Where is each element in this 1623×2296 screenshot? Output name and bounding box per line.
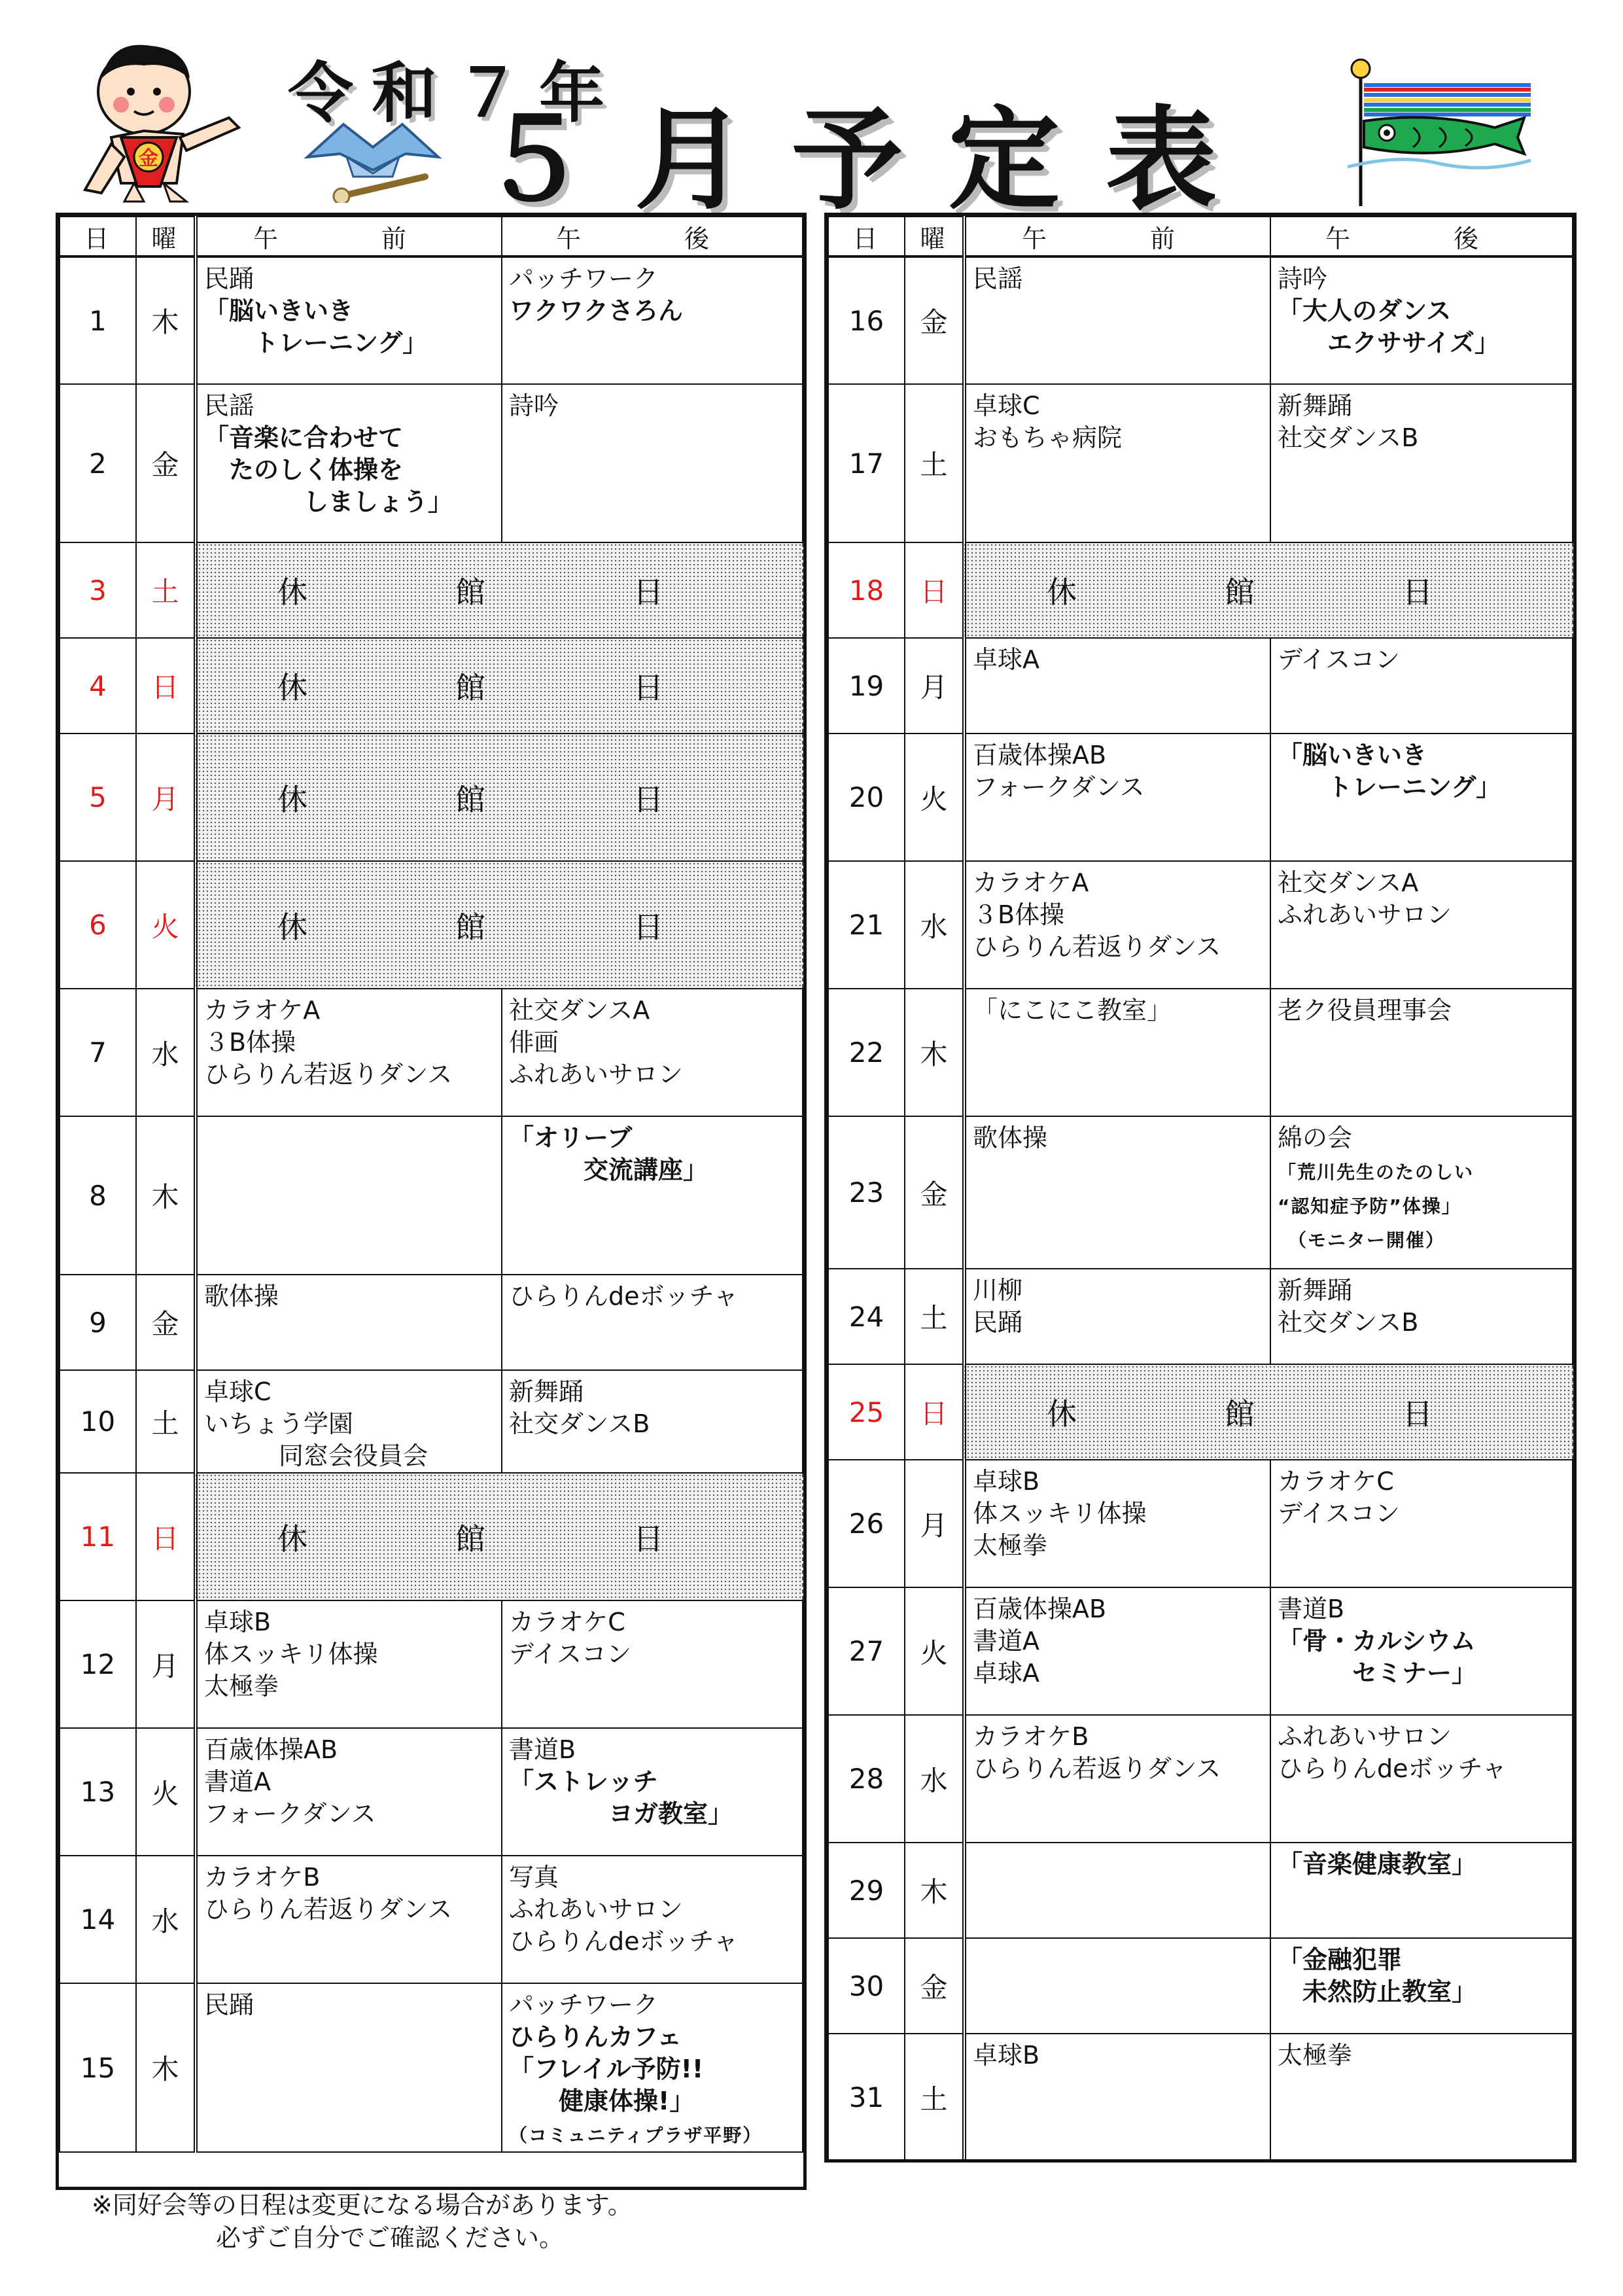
day-number: 14 [60, 1856, 136, 1983]
pm-schedule-cell [1270, 1587, 1573, 1715]
header-am: 午 前 [964, 217, 1270, 256]
day-number: 6 [60, 861, 136, 989]
calendar-body-right [828, 256, 1573, 2161]
pm-schedule-cell [1270, 384, 1573, 542]
day-of-week: 金 [136, 384, 196, 542]
cell-line: カラオケA [204, 996, 321, 1025]
am-schedule-cell [964, 2034, 1270, 2161]
cell-line: ふれあいサロン [1278, 900, 1452, 929]
day-of-week: 金 [905, 1938, 964, 2034]
cell-line: ひらりん若返りダンス [204, 1895, 453, 1924]
am-schedule-cell [964, 384, 1270, 542]
day-number: 24 [828, 1269, 905, 1364]
am-schedule-cell [964, 733, 1270, 861]
kintaro-illustration [72, 39, 288, 203]
table-row [828, 1269, 1573, 1364]
pm-schedule-cell [1270, 1116, 1573, 1269]
cell-line: 卓球B [973, 1467, 1040, 1496]
day-number: 3 [60, 542, 136, 638]
table-row [60, 1983, 803, 2152]
cell-line: 社交ダンスB [509, 1409, 650, 1438]
cell-line: ひらりん若返りダンス [973, 932, 1221, 961]
calendar-body-left [60, 256, 803, 2152]
cell-line: 新舞踊 [1278, 1276, 1353, 1305]
cell-line: ふれあいサロン [1278, 1722, 1452, 1751]
cell-line: たのしく体操を [204, 455, 404, 484]
pm-schedule-cell [502, 1275, 803, 1370]
day-of-week: 火 [136, 861, 196, 989]
calendar-table-left [56, 213, 807, 2190]
cell-line: 歌体操 [973, 1123, 1048, 1152]
day-number: 8 [60, 1116, 136, 1275]
cell-line: 「にこにこ教室」 [973, 996, 1172, 1025]
pm-schedule-cell [1270, 1460, 1573, 1587]
day-number: 10 [60, 1370, 136, 1473]
day-number: 13 [60, 1728, 136, 1856]
cell-line: 俳画 [509, 1028, 559, 1057]
cell-line: 書道A [973, 1627, 1039, 1655]
cell-line: 卓球A [973, 1659, 1039, 1687]
cell-line: ワクワクさろん [509, 296, 684, 325]
day-number: 4 [60, 638, 136, 733]
day-number: 19 [828, 638, 905, 733]
pm-schedule-cell [1270, 989, 1573, 1116]
day-number: 30 [828, 1938, 905, 2034]
era-title: 令和７年 [288, 55, 623, 132]
day-of-week: 金 [136, 1275, 196, 1370]
cell-line: 交流講座」 [509, 1156, 708, 1184]
am-schedule-cell [196, 1370, 502, 1473]
day-number: 17 [828, 384, 905, 542]
cell-note: “認知症予防”体操」 [1278, 1195, 1461, 1217]
am-schedule-cell [196, 256, 502, 384]
table-row [828, 1364, 1573, 1460]
table-row [60, 1473, 803, 1600]
pm-schedule-cell [502, 256, 803, 384]
table-row [60, 733, 803, 861]
cell-line: 「フレイル予防!! [509, 2055, 704, 2083]
day-of-week: 水 [905, 1715, 964, 1843]
day-number: 27 [828, 1587, 905, 1715]
pm-schedule-cell [502, 989, 803, 1116]
day-of-week: 月 [905, 638, 964, 733]
closed-day-cell: 休 館 日 [196, 542, 803, 638]
pm-schedule-cell [1270, 1938, 1573, 2034]
am-schedule-cell [964, 1715, 1270, 1843]
cell-note: 「荒川先生のたのしい [1278, 1161, 1475, 1183]
cell-line: 社交ダンスB [1278, 1308, 1419, 1337]
pm-schedule-cell [1270, 1269, 1573, 1364]
cell-line: 百歳体操AB [204, 1735, 338, 1764]
cell-line: 百歳体操AB [973, 1595, 1107, 1623]
cell-line: 新舞踊 [509, 1377, 584, 1406]
pm-schedule-cell [502, 1370, 803, 1473]
cell-line: 体スッキリ体操 [973, 1499, 1147, 1528]
closed-day-cell: 休 館 日 [964, 1364, 1573, 1460]
cell-line: デイスコン [1278, 1499, 1400, 1528]
day-of-week: 日 [136, 1473, 196, 1600]
header-pm: 午 後 [1270, 217, 1573, 256]
pm-schedule-cell [502, 384, 803, 542]
table-row [828, 2034, 1573, 2161]
cell-line: ひらりん若返りダンス [973, 1754, 1221, 1783]
cell-line: トレーニング」 [204, 328, 428, 357]
day-of-week: 土 [905, 1269, 964, 1364]
am-schedule-cell [964, 861, 1270, 989]
pm-schedule-cell [1270, 638, 1573, 733]
pm-schedule-cell [502, 1116, 803, 1275]
cell-line: 民踊 [973, 1308, 1023, 1337]
table-row [828, 1460, 1573, 1587]
day-of-week: 木 [905, 989, 964, 1116]
day-of-week: 月 [136, 733, 196, 861]
day-of-week: 土 [905, 384, 964, 542]
day-number: 26 [828, 1460, 905, 1587]
cell-line: 民謡 [204, 391, 254, 420]
cell-line: いちょう学園 [204, 1409, 354, 1438]
cell-line: フォークダンス [204, 1799, 376, 1828]
header-day: 日 [60, 217, 136, 256]
table-row [60, 542, 803, 638]
table-row [828, 1843, 1573, 1938]
cell-line: 書道B [509, 1735, 576, 1764]
cell-line: 太極拳 [973, 1531, 1048, 1560]
cell-line: 未然防止教室」 [1278, 1977, 1477, 2006]
cell-line: 太極拳 [1278, 2041, 1353, 2070]
cell-line: 卓球A [973, 645, 1039, 674]
day-number: 1 [60, 256, 136, 384]
cell-line: パッチワーク [509, 1990, 659, 2019]
day-number: 28 [828, 1715, 905, 1843]
day-number: 5 [60, 733, 136, 861]
cell-line: 百歳体操AB [973, 741, 1107, 769]
closed-day-cell: 休 館 日 [196, 1473, 803, 1600]
header-dow: 曜 [905, 217, 964, 256]
cell-line: ３B体操 [204, 1028, 296, 1057]
cell-line: フォークダンス [973, 773, 1145, 802]
cell-line: パッチワーク [509, 264, 659, 293]
cell-line: ヨガ教室」 [509, 1799, 733, 1828]
table-row [60, 1370, 803, 1473]
table-row [60, 1600, 803, 1728]
am-schedule-cell [964, 1269, 1270, 1364]
am-schedule-cell [196, 1728, 502, 1856]
day-number: 21 [828, 861, 905, 989]
day-of-week: 日 [905, 1364, 964, 1460]
table-row [828, 384, 1573, 542]
closed-day-cell: 休 館 日 [196, 638, 803, 733]
cell-line: 社交ダンスB [1278, 423, 1419, 452]
day-of-week: 水 [136, 989, 196, 1116]
day-of-week: 木 [136, 1983, 196, 2152]
cell-line: ひらりんdeボッチャ [1278, 1754, 1507, 1783]
cell-line: 「脳いきいき [204, 296, 354, 325]
day-of-week: 日 [905, 542, 964, 638]
pm-schedule-cell [1270, 1715, 1573, 1843]
day-of-week: 月 [136, 1600, 196, 1728]
am-schedule-cell [196, 1275, 502, 1370]
cell-line: 卓球C [204, 1377, 271, 1406]
cell-line: デイスコン [509, 1640, 631, 1669]
cell-line: 綿の会 [1278, 1123, 1353, 1152]
footnote-line-2: 必ずご自分でご確認ください。 [216, 2223, 565, 2252]
cell-line: 民謡 [973, 264, 1023, 293]
cell-line: 歌体操 [204, 1282, 279, 1311]
day-number: 15 [60, 1983, 136, 2152]
day-of-week: 木 [905, 1843, 964, 1938]
cell-line: 新舞踊 [1278, 391, 1353, 420]
day-number: 23 [828, 1116, 905, 1269]
cell-line: 卓球B [973, 2041, 1040, 2070]
cell-line: 「音楽健康教室」 [1278, 1850, 1477, 1879]
day-number: 12 [60, 1600, 136, 1728]
am-schedule-cell [964, 1460, 1270, 1587]
kabuto-icon [294, 118, 451, 203]
day-of-week: 木 [136, 1116, 196, 1275]
table-row [60, 638, 803, 733]
day-of-week: 金 [905, 256, 964, 384]
day-number: 20 [828, 733, 905, 861]
cell-line: デイスコン [1278, 645, 1400, 674]
day-of-week: 木 [136, 256, 196, 384]
cell-line: 卓球B [204, 1608, 271, 1636]
day-number: 18 [828, 542, 905, 638]
pm-schedule-cell [502, 1983, 803, 2152]
cell-line: 太極拳 [204, 1672, 279, 1701]
table-row [828, 1938, 1573, 2034]
day-number: 31 [828, 2034, 905, 2161]
day-of-week: 火 [905, 1587, 964, 1715]
cell-line: 「金融犯罪 [1278, 1945, 1403, 1974]
cell-line: カラオケC [1278, 1467, 1394, 1496]
pm-schedule-cell [1270, 1843, 1573, 1938]
pm-schedule-cell [502, 1856, 803, 1983]
cell-line: トレーニング」 [1278, 773, 1501, 802]
cell-line: 民踊 [204, 1990, 254, 2019]
am-schedule-cell [964, 256, 1270, 384]
table-row [828, 542, 1573, 638]
cell-line: 「大人のダンス [1278, 296, 1452, 325]
page-title: ５月予定表 [478, 96, 1263, 225]
cell-line: 健康体操!」 [509, 2087, 695, 2115]
cell-line: 社交ダンスA [509, 996, 650, 1025]
cell-line: 老ク役員理事会 [1278, 996, 1452, 1025]
day-number: 25 [828, 1364, 905, 1460]
cell-line: ３B体操 [973, 900, 1065, 929]
header-am: 午 前 [196, 217, 502, 256]
table-row [828, 256, 1573, 384]
table-header-row [60, 217, 803, 256]
svg-text:金: 金 [139, 147, 158, 170]
cell-line: カラオケA [973, 868, 1089, 897]
day-number: 16 [828, 256, 905, 384]
table-row [828, 638, 1573, 733]
cell-line: 社交ダンスA [1278, 868, 1419, 897]
pm-schedule-cell [1270, 2034, 1573, 2161]
cell-line: ひらりん若返りダンス [204, 1060, 453, 1089]
cell-line: エクササイズ」 [1278, 328, 1499, 357]
day-number: 7 [60, 989, 136, 1116]
am-schedule-cell [964, 989, 1270, 1116]
cell-line: カラオケB [973, 1722, 1089, 1751]
closed-day-cell: 休 館 日 [964, 542, 1573, 638]
am-schedule-cell [964, 638, 1270, 733]
table-row [828, 861, 1573, 989]
am-schedule-cell [196, 989, 502, 1116]
closed-day-cell: 休 館 日 [196, 733, 803, 861]
table-row [828, 1715, 1573, 1843]
table-row [60, 861, 803, 989]
day-of-week: 土 [905, 2034, 964, 2161]
am-schedule-cell [964, 1587, 1270, 1715]
table-row [60, 384, 803, 542]
day-of-week: 水 [905, 861, 964, 989]
header-dow: 曜 [136, 217, 196, 256]
am-schedule-cell [964, 1843, 1270, 1938]
cell-line: 書道B [1278, 1595, 1345, 1623]
cell-line: 川柳 [973, 1276, 1023, 1305]
cell-line: 同窓会役員会 [204, 1441, 428, 1470]
cell-line: 体スッキリ体操 [204, 1640, 378, 1669]
pm-schedule-cell [1270, 861, 1573, 989]
cell-line: 「オリーブ [509, 1123, 633, 1152]
cell-line: 詩吟 [509, 391, 559, 420]
cell-line: 写真 [509, 1863, 559, 1892]
table-header-row [828, 217, 1573, 256]
day-number: 11 [60, 1473, 136, 1600]
table-row [60, 1275, 803, 1370]
cell-line: ひらりんカフェ [509, 2022, 682, 2051]
am-schedule-cell [196, 384, 502, 542]
calendar-table-right [824, 213, 1577, 2163]
pm-schedule-cell [502, 1600, 803, 1728]
cell-note: （モニター開催） [1278, 1229, 1446, 1251]
day-of-week: 月 [905, 1460, 964, 1587]
cell-note: （コミュニティプラザ平野） [509, 2125, 763, 2146]
cell-line: 詩吟 [1278, 264, 1328, 293]
cell-line: しましょう」 [204, 487, 453, 516]
table-row [828, 1587, 1573, 1715]
cell-line: 民踊 [204, 264, 254, 293]
cell-line: 「脳いきいき [1278, 741, 1427, 769]
day-of-week: 土 [136, 542, 196, 638]
day-number: 2 [60, 384, 136, 542]
cell-line: ひらりんdeボッチャ [509, 1282, 739, 1311]
cell-line: 書道A [204, 1767, 271, 1796]
day-of-week: 水 [136, 1856, 196, 1983]
pm-schedule-cell [502, 1728, 803, 1856]
cell-line: セミナー」 [1278, 1659, 1477, 1687]
table-row [828, 733, 1573, 861]
day-number: 9 [60, 1275, 136, 1370]
cell-line: ひらりんdeボッチャ [509, 1927, 739, 1956]
table-row [60, 1728, 803, 1856]
cell-line: 「音楽に合わせて [204, 423, 404, 452]
cell-line: 「骨・カルシウム [1278, 1627, 1476, 1655]
page-header [72, 39, 1557, 225]
cell-line: ふれあいサロン [509, 1895, 684, 1924]
koinobori-icon [1335, 56, 1544, 206]
header-pm: 午 後 [502, 217, 803, 256]
pm-schedule-cell [1270, 733, 1573, 861]
table-row [828, 1116, 1573, 1269]
am-schedule-cell [964, 1938, 1270, 2034]
am-schedule-cell [196, 1600, 502, 1728]
table-row [60, 256, 803, 384]
table-row [60, 1856, 803, 1983]
day-number: 29 [828, 1843, 905, 1938]
table-row [60, 989, 803, 1116]
header-day: 日 [828, 217, 905, 256]
day-number: 22 [828, 989, 905, 1116]
cell-line: カラオケC [509, 1608, 625, 1636]
table-row [828, 989, 1573, 1116]
cell-line: おもちゃ病院 [973, 423, 1123, 452]
cell-line: 卓球C [973, 391, 1040, 420]
table-row [60, 1116, 803, 1275]
day-of-week: 金 [905, 1116, 964, 1269]
day-of-week: 火 [136, 1728, 196, 1856]
pm-schedule-cell [1270, 256, 1573, 384]
closed-day-cell: 休 館 日 [196, 861, 803, 989]
am-schedule-cell [964, 1116, 1270, 1269]
day-of-week: 土 [136, 1370, 196, 1473]
footnote [92, 2189, 633, 2254]
cell-line: 「ストレッチ [509, 1767, 658, 1796]
am-schedule-cell [196, 1116, 502, 1275]
am-schedule-cell [196, 1856, 502, 1983]
footnote-line-1: ※同好会等の日程は変更になる場合があります。 [92, 2191, 633, 2219]
am-schedule-cell [196, 1983, 502, 2152]
day-of-week: 日 [136, 638, 196, 733]
cell-line: ふれあいサロン [509, 1060, 684, 1089]
cell-line: カラオケB [204, 1863, 321, 1892]
day-of-week: 火 [905, 733, 964, 861]
